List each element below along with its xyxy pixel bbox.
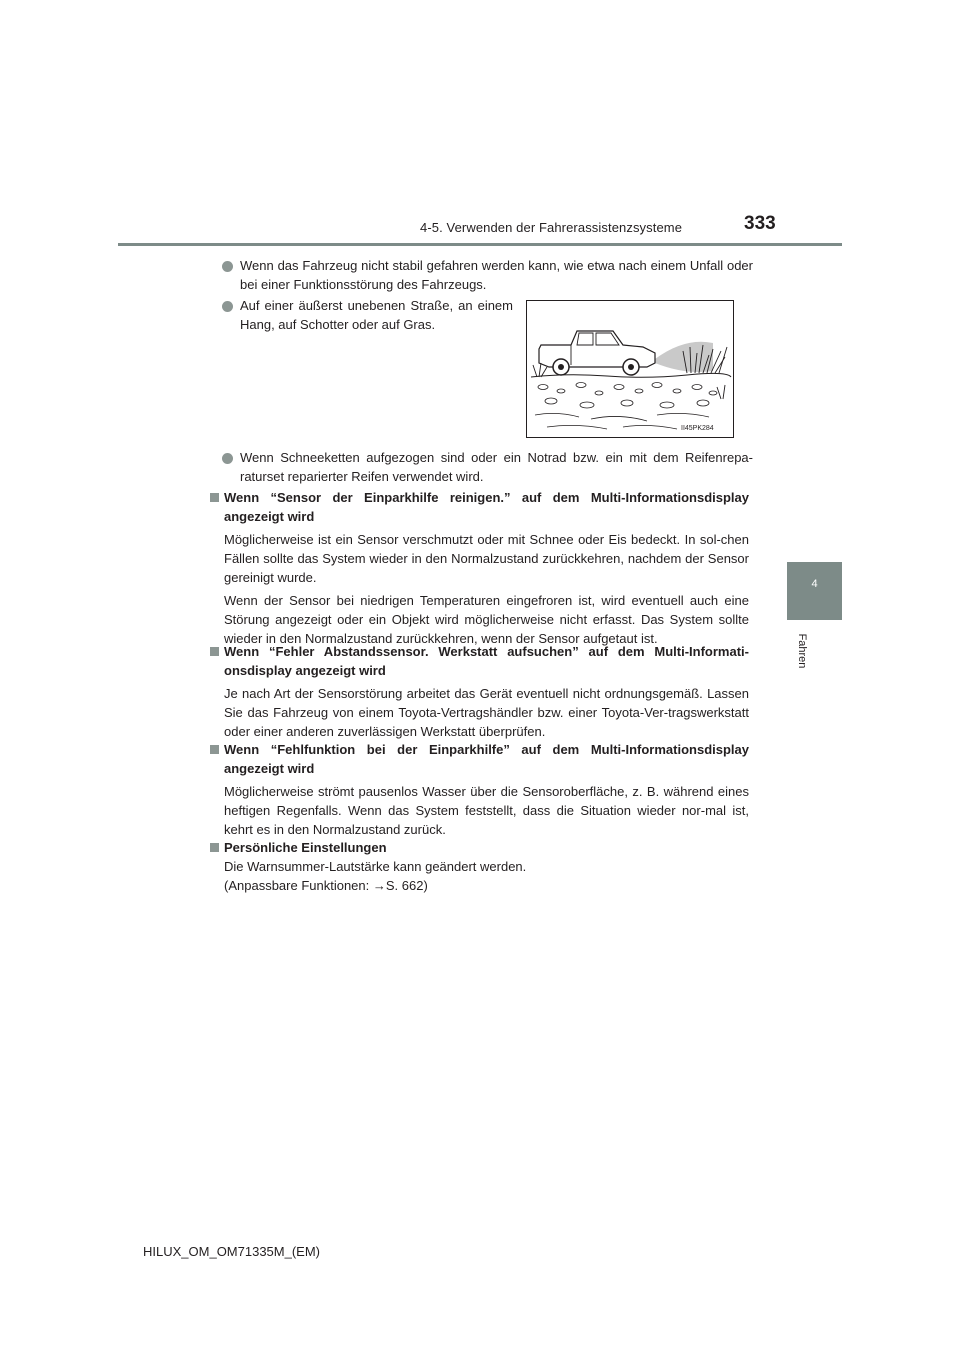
section-paragraph: Je nach Art der Sensorstörung arbeitet das Gerät eventuell nicht ordnungsgemäß. Lassen Sie das Fahrzeug von einem Toyota-Vertragshändler bzw. einer Toyota-Ver-tragswerkstatt oder einer anderen zuverlässigen Werkstatt überprüfen. bbox=[224, 686, 749, 739]
header-divider bbox=[118, 243, 842, 246]
square-bullet-icon bbox=[210, 745, 219, 754]
section-malfunction bbox=[212, 740, 749, 839]
bullet-item bbox=[224, 256, 753, 294]
section-sensor-error bbox=[212, 642, 749, 741]
bullet-text: Wenn Schneeketten aufgezogen sind oder ein Notrad bzw. ein mit dem Reifenrepa-raturset reparierter Reifen verwendet wird. bbox=[240, 450, 753, 484]
footer-document-code: HILUX_OM_OM71335M_(EM) bbox=[143, 1244, 320, 1259]
bullet-dot-icon bbox=[222, 301, 233, 312]
section-heading: Persönliche Einstellungen bbox=[224, 840, 387, 855]
section-heading: Wenn “Sensor der Einparkhilfe reinigen.” auf dem Multi-Informationsdisplay angezeigt wird bbox=[224, 490, 749, 524]
rough-terrain-illustration bbox=[526, 300, 734, 438]
section-paragraph: Möglicherweise strömt pausenlos Wasser über die Sensoroberfläche, z. B. während eines heftigen Regenfalls. Wenn das System feststellt, dass die Situation wieder nor-mal ist, kehrt es in den Normalzustand zurück. bbox=[224, 784, 749, 837]
section-paragraph: Wenn der Sensor bei niedrigen Temperaturen eingefroren ist, wird eventuell auch eine Störung angezeigt oder ein Objekt wird möglicherweise nicht erfasst. Das System sollte wieder in den Normalzustand zurückkehren, wenn der Sensor aufgetaut ist. bbox=[224, 593, 749, 646]
bullet-text: Auf einer äußerst unebenen Straße, an einem Hang, auf Schotter oder auf Gras. bbox=[240, 298, 513, 332]
bullet-dot-icon bbox=[222, 453, 233, 464]
figure-code: II45PK284 bbox=[681, 425, 714, 432]
section-line: Die Warnsummer-Lautstärke kann geändert werden. bbox=[224, 859, 527, 874]
chapter-number: 4 bbox=[811, 578, 818, 590]
cross-reference-link[interactable]: (Anpassbare Funktionen: →S. 662) bbox=[224, 878, 428, 893]
chapter-label-text: Fahren bbox=[796, 633, 808, 669]
vehicle-on-rough-road-icon bbox=[527, 301, 733, 437]
section-heading: Wenn “Fehlfunktion bei der Einparkhilfe” auf dem Multi-Informationsdisplay angezeigt wird bbox=[224, 742, 749, 776]
square-bullet-icon bbox=[210, 843, 219, 852]
chapter-label bbox=[795, 622, 809, 682]
page-number: 333 bbox=[744, 213, 776, 234]
bullet-dot-icon bbox=[222, 261, 233, 272]
square-bullet-icon bbox=[210, 647, 219, 656]
section-heading: Wenn “Fehler Abstandssensor. Werkstatt aufsuchen” auf dem Multi-Informati-onsdisplay angezeigt wird bbox=[224, 644, 749, 678]
bullet-text: Wenn das Fahrzeug nicht stabil gefahren werden kann, wie etwa nach einem Unfall oder bei einer Funktionsstörung des Fahrzeugs. bbox=[240, 258, 753, 292]
bullet-item bbox=[224, 296, 514, 334]
section-title: 4-5. Verwenden der Fahrerassistenzsysteme bbox=[420, 220, 683, 235]
section-sensor-clean bbox=[212, 488, 749, 648]
chapter-tab bbox=[787, 562, 842, 620]
section-paragraph: Möglicherweise ist ein Sensor verschmutzt oder mit Schnee oder Eis bedeckt. In sol-chen Fällen sollte das System wieder in den Normalzustand zurückkehren, nachdem der Sensor gereinigt wurde. bbox=[224, 532, 749, 585]
section-personal-settings bbox=[212, 838, 749, 895]
bullet-item bbox=[224, 448, 753, 486]
square-bullet-icon bbox=[210, 493, 219, 502]
